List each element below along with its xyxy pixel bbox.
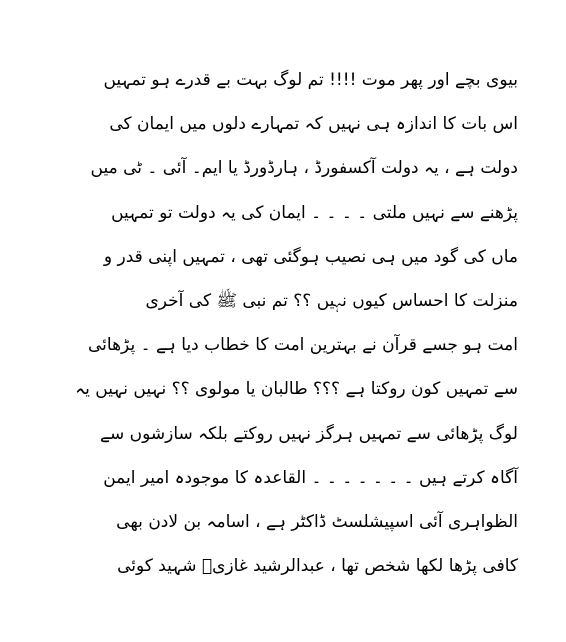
text-line-11: الظواہری آئی اسپیشلسٹ ڈاکٹر ہے ، اسامہ بن لادن بھی [116,511,518,532]
urdu-text-block [38,58,518,588]
text-line-9: لوگ پڑھائی سے تمہیں ہرگز نہیں روکتے بلکہ سازشوں سے [99,423,518,444]
text-line-1: بیوی بچے اور پھر موت !!!! تم لوگ بہت بے قدرے ہو تمہیں [103,70,518,90]
text-line-6: منزلت کا احساس کیوں نہیں ؟؟ تم نبی ﷺ کی آخری [145,290,518,311]
text-line-7: امت ہو جسے قرآن نے بہترین امت کا خطاب دیا ہے ۔ پڑھائی [88,335,518,356]
text-line-10: آگاہ کرتے ہیں ۔ ۔ ۔ ۔ ۔ ۔ ۔ القاعدہ کا موجودہ امیر ایمن [103,467,518,488]
text-line-12: کافی پڑھا لکھا شخص تھا ، عبدالرشید غازیؒ شہید کوئی [117,556,518,577]
text-line-5: ماں کی گود میں ہی نصیب ہوگئی تھی ، تمہیں اپنی قدر و [103,246,518,267]
text-line-2: اس بات کا اندازہ ہی نہیں کہ تمہارے دلوں میں ایمان کی [109,114,518,135]
text-line-8: سے تمہیں کون روکتا ہے ؟؟؟ طالبان یا مولوی ؟؟ نہیں نہیں یہ [75,379,518,400]
text-line-4: پڑھنے سے نہیں ملتی ۔ ۔ ۔ ۔ ایمان کی یہ دولت تو تمہیں [111,202,518,223]
text-line-3: دولت ہے ، یہ دولت آکسفورڈ ، ہارڈورڈ یا ایم۔ آئی ۔ ٹی میں [90,158,518,179]
